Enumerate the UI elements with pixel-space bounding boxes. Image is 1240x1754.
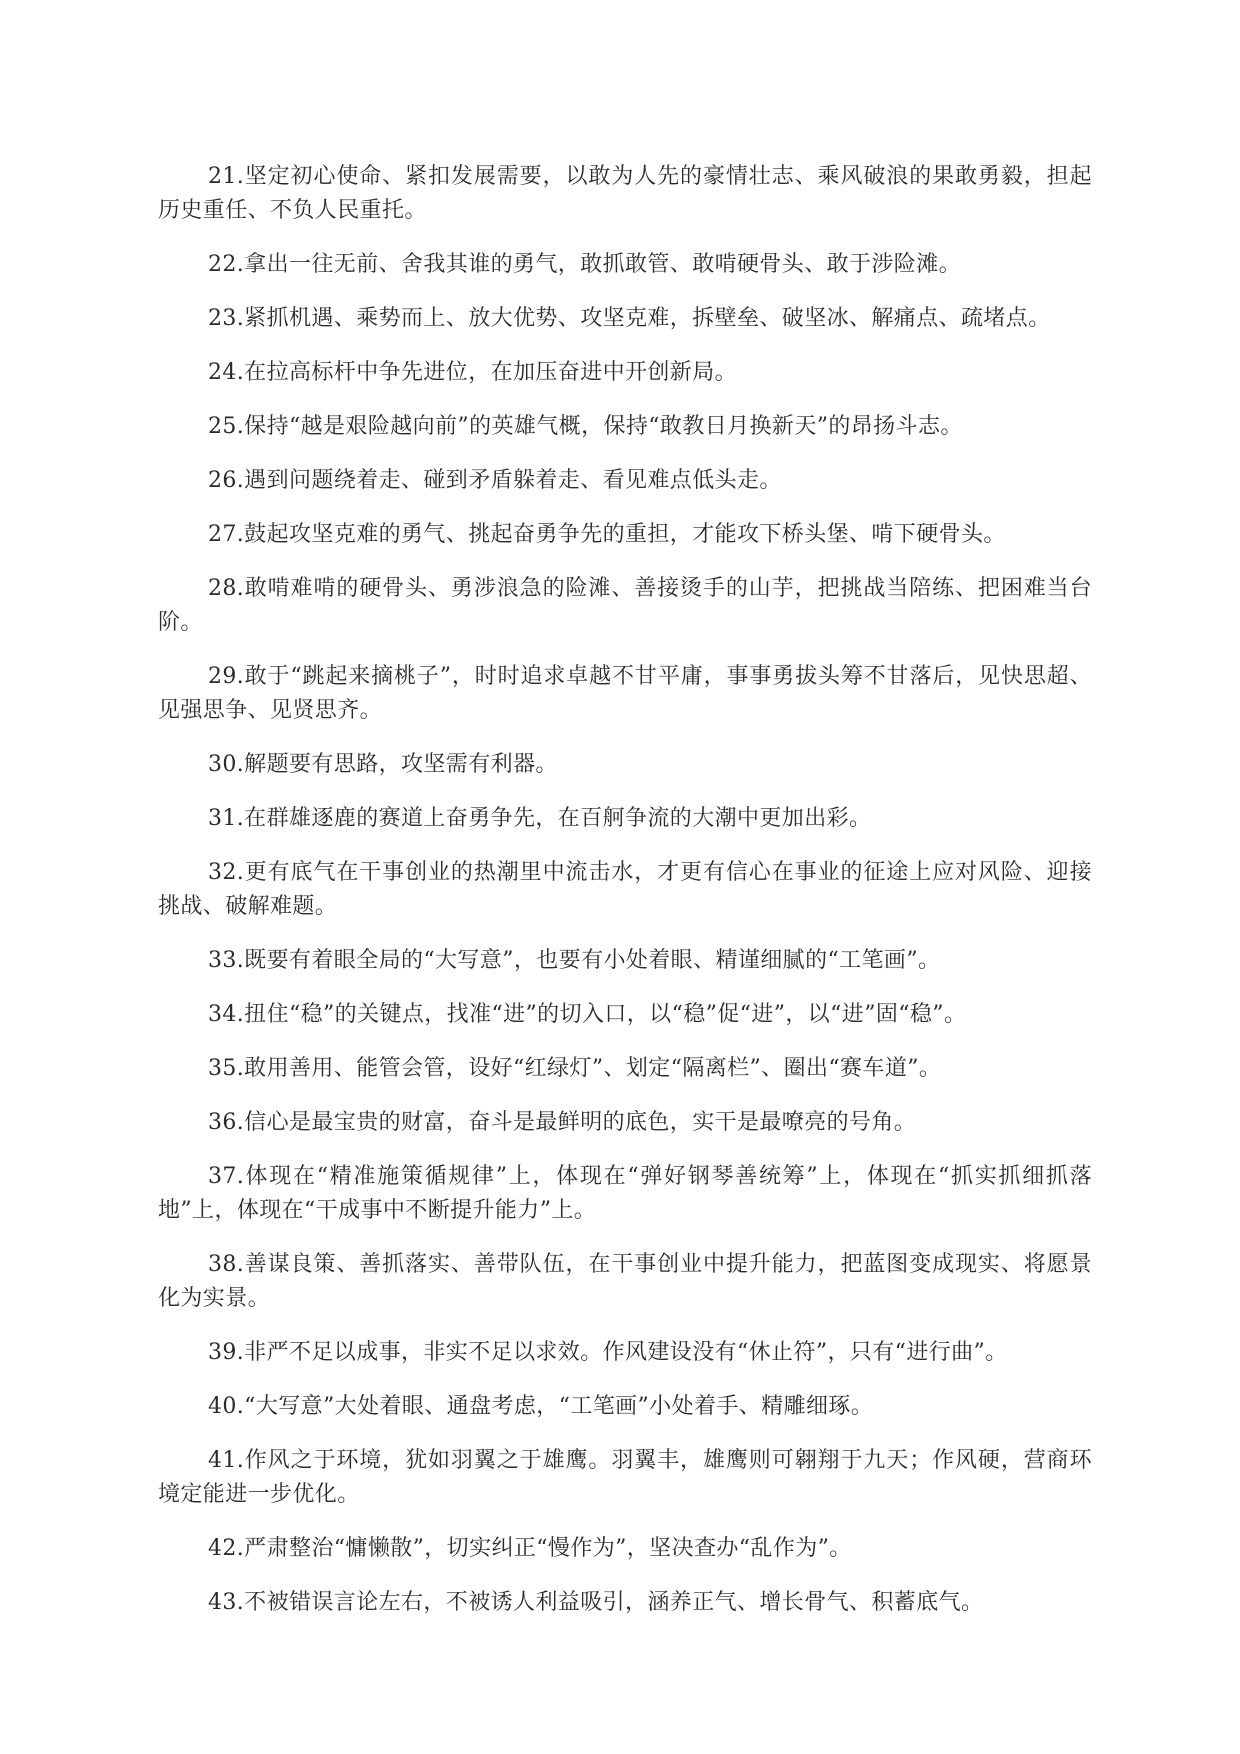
document-body	[158, 160, 1092, 1640]
paragraph-28: 28.敢啃难啃的硬骨头、勇涉浪急的险滩、善接烫手的山芋，把挑战当陪练、把困难当台阶。	[158, 576, 1092, 635]
paragraph-41: 41.作风之于环境，犹如羽翼之于雄鹰。羽翼丰，雄鹰则可翱翔于九天；作风硬，营商环境定能进一步优化。	[158, 1448, 1092, 1507]
paragraph-35: 35.敢用善用、能管会管，设好“红绿灯”、划定“隔离栏”、圈出“赛车道”。	[208, 1056, 942, 1081]
paragraph-25: 25.保持“越是艰险越向前”的英雄气概，保持“敢教日月换新天”的昂扬斗志。	[208, 414, 963, 439]
paragraph-38: 38.善谋良策、善抓落实、善带队伍，在干事创业中提升能力，把蓝图变成现实、将愿景化为实景。	[158, 1252, 1092, 1311]
paragraph-33: 33.既要有着眼全局的“大写意”，也要有小处着眼、精谨细腻的“工笔画”。	[208, 948, 941, 973]
paragraph-39: 39.非严不足以成事，非实不足以求效。作风建设没有“休止符”，只有“进行曲”。	[208, 1340, 1008, 1365]
paragraph-42: 42.严肃整治“慵懒散”，切实纠正“慢作为”，坚决查办“乱作为”。	[208, 1536, 852, 1561]
paragraph-40: 40.“大写意”大处着眼、通盘考虑，“工笔画”小处着手、精雕细琢。	[208, 1394, 874, 1419]
paragraph-31: 31.在群雄逐鹿的赛道上奋勇争先，在百舸争流的大潮中更加出彩。	[208, 806, 872, 831]
paragraph-36: 36.信心是最宝贵的财富，奋斗是最鲜明的底色，实干是最嘹亮的号角。	[208, 1110, 917, 1135]
paragraph-27: 27.鼓起攻坚克难的勇气、挑起奋勇争先的重担，才能攻下桥头堡、啃下硬骨头。	[208, 522, 1006, 547]
paragraph-43: 43.不被错误言论左右，不被诱人利益吸引，涵养正气、增长骨气、积蓄底气。	[208, 1590, 984, 1615]
paragraph-22: 22.拿出一往无前、舍我其谁的勇气，敢抓敢管、敢啃硬骨头、敢于涉险滩。	[208, 252, 961, 277]
paragraph-23: 23.紧抓机遇、乘势而上、放大优势、攻坚克难，拆壁垒、破坚冰、解痛点、疏堵点。	[208, 306, 1051, 331]
paragraph-24: 24.在拉高标杆中争先进位，在加压奋进中开创新局。	[208, 360, 737, 385]
paragraph-29: 29.敢于“跳起来摘桃子”，时时追求卓越不甘平庸，事事勇拔头筹不甘落后，见快思超、见强思争、见贤思齐。	[158, 664, 1092, 723]
paragraph-32: 32.更有底气在干事创业的热潮里中流击水，才更有信心在事业的征途上应对风险、迎接挑战、破解难题。	[158, 860, 1092, 919]
paragraph-30: 30.解题要有思路，攻坚需有利器。	[208, 752, 558, 777]
paragraph-21: 21.坚定初心使命、紧扣发展需要，以敢为人先的豪情壮志、乘风破浪的果敢勇毅，担起历史重任、不负人民重托。	[158, 164, 1092, 223]
paragraph-34: 34.扭住“稳”的关键点，找准“进”的切入口，以“稳”促“进”，以“进”固“稳”。	[208, 1002, 967, 1027]
paragraph-37: 37.体现在“精准施策循规律”上，体现在“弹好钢琴善统筹”上，体现在“抓实抓细抓落地”上，体现在“干成事中不断提升能力”上。	[158, 1164, 1092, 1223]
paragraph-26: 26.遇到问题绕着走、碰到矛盾躲着走、看见难点低头走。	[208, 468, 782, 493]
